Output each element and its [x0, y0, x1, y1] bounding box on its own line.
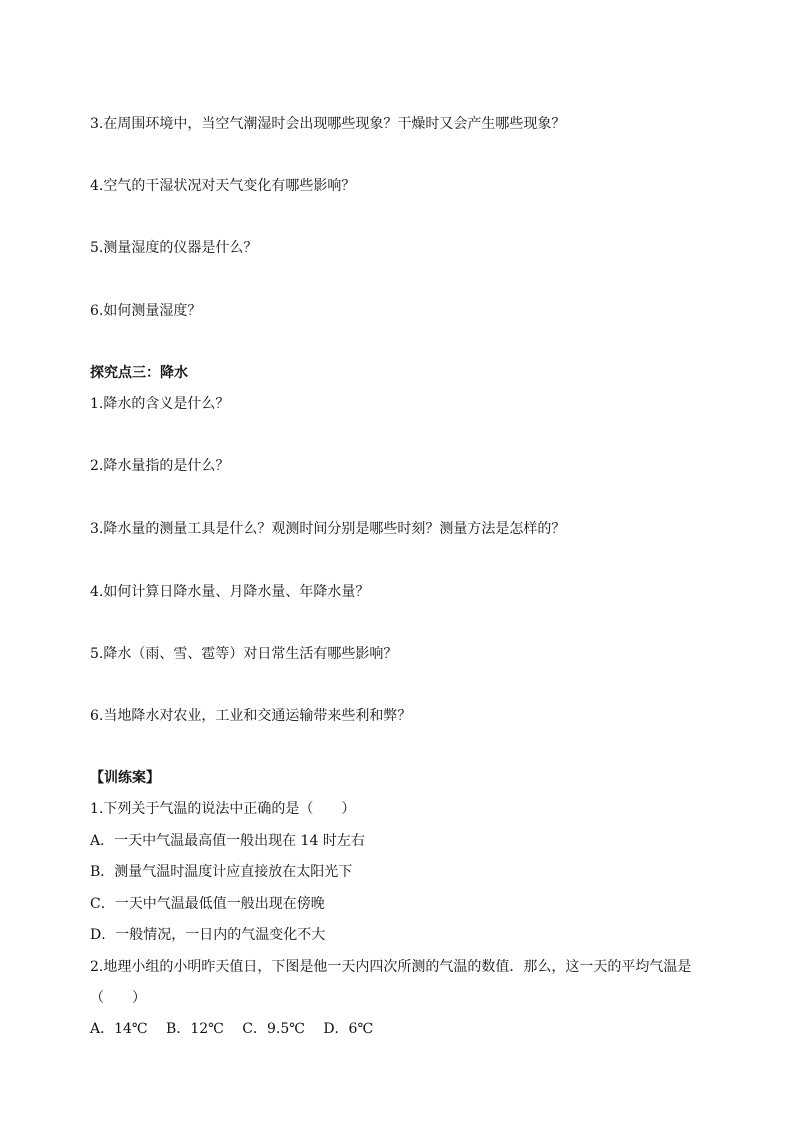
- precipitation-question-5: 5.降水（雨、雪、雹等）对日常生活有哪些影响？: [90, 646, 398, 662]
- precipitation-question-2: 2.降水量指的是什么？: [90, 458, 230, 474]
- training-question-1-option-b: B．测量气温时温度计应直接放在太阳光下: [90, 864, 353, 880]
- training-question-1-option-a: A．一天中气温最高值一般出现在 14 时左右: [90, 833, 365, 849]
- training-question-1-option-d: D．一般情况，一日内的气温变化不大: [90, 927, 326, 943]
- precipitation-question-1: 1.降水的含义是什么？: [90, 396, 230, 412]
- training-question-2-blank: （ ）: [90, 990, 146, 1006]
- precipitation-question-4: 4.如何计算日降水量、月降水量、年降水量？: [90, 584, 370, 600]
- training-question-2-stem: 2.地理小组的小明昨天值日，下图是他一天内四次所测的气温的数值．那么，这一天的平均气温是: [90, 959, 692, 975]
- humidity-question-5: 5.测量湿度的仪器是什么？: [90, 240, 258, 256]
- precipitation-heading: 探究点三：降水: [90, 365, 188, 381]
- humidity-question-6: 6.如何测量湿度？: [90, 303, 202, 319]
- precipitation-question-3: 3.降水量的测量工具是什么？观测时间分别是哪些时刻？测量方法是怎样的？: [90, 521, 566, 537]
- precipitation-question-6: 6.当地降水对农业，工业和交通运输带来些利和弊？: [90, 708, 412, 724]
- training-question-2-options: A．14℃ B．12℃ C．9.5℃ D．6℃: [90, 1021, 374, 1037]
- training-heading: 【训练案】: [90, 770, 160, 786]
- training-question-1-option-c: C．一天中气温最低值一般出现在傍晚: [90, 896, 325, 912]
- humidity-question-4: 4.空气的干湿状况对天气变化有哪些影响？: [90, 178, 356, 194]
- training-question-1-stem: 1.下列关于气温的说法中正确的是（ ）: [90, 801, 356, 817]
- humidity-question-3: 3.在周围环境中，当空气潮湿时会出现哪些现象？干燥时又会产生哪些现象？: [90, 116, 566, 132]
